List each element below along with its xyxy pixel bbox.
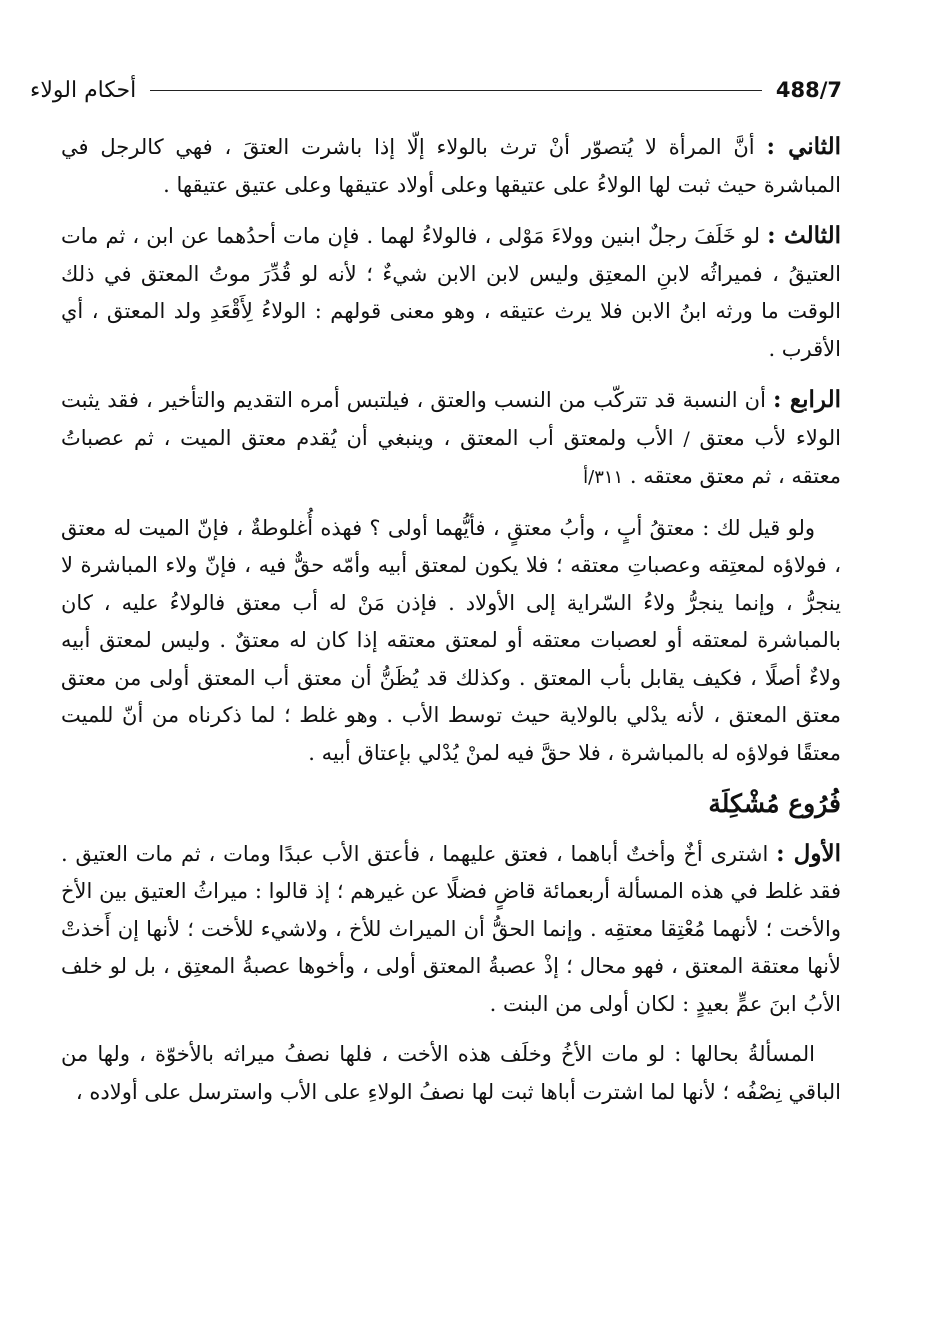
- paragraph-lead: الثالث :: [767, 222, 841, 249]
- running-title: أحكام الولاء: [30, 77, 137, 103]
- paragraph-text: لو خَلَفَ رجلٌ ابنين وولاءَ مَوْلى ، فالولاءُ لهما . فإن مات أحدُهما عن ابن ، ثم مات العتيقُ ، فميراثُه لابنِ المعتِق وليس لابن الابن شيءٌ ؛ لأنه لو قُدِّرَ موتُ المعتق في ذلك الوقت ما ورثه ابنُ الابن فلا يرث عتيقه ، وهو معنى قولهم : الولاءُ لِأَقْعَدِ ولد المعتق ، أي الأقرب .: [61, 224, 841, 361]
- paragraph-text: أنَّ المرأة لا يُتصوّر أنْ ترث بالولاء إلّا إذا باشرت العتقَ ، فهي كالرجل في المباشرة حيث ثبت لها الولاءُ على عتيقها وعلى أولاد عتيقها وعلى عتيق عتيقها .: [61, 135, 841, 197]
- paragraph-text: ولو قيل لك : معتقُ أبٍ ، وأبُ معتقٍ ، فأيُّهما أولى ؟ فهذه أُغلوطةٌ ، فإنّ الميت له معتق ، فولاؤه لمعتِقه وعصباتِ معتقه ؛ فلا يكون لمعتق أبيه وأمّه حقٌّ فيه ، فإنّ ولاء المباشرة لا ينجرُّ ، وإنما ينجرُّ ولاءُ السّراية إلى الأولاد . فإذن مَنْ له أب معتق فالولاءُ عليه ، كان بالمباشرة لمعتقه أو لعصبات معتقه أو لمعتق معتقه إذا كان له معتقٌ . وليس لمعتق أبيه ولاءٌ أصلًا ، فكيف يقابل بأب المعتق . وكذلك قد يُظَنُّ أن معتق أب المعتق أولى من معتق معتق المعتق ، لأنه يدْلي بالولاية حيث توسط الأب . وهو غلط ؛ لما ذكرناه من أنّ للميت معتقًا فولاؤه له بالمباشرة ، فلا حقَّ فيه لمنْ يُدْلي بإعتاق أبيه .: [61, 515, 841, 765]
- margin-folio-reference: ٣١١/أ: [583, 467, 624, 488]
- folio-break-mark: /: [683, 427, 690, 450]
- paragraph-text: الأب ولمعتق أب المعتق ، وينبغي أن يُقدم معتق الميت ، ثم عصباتُ معتقه ، ثم معتق معتقه .: [61, 425, 841, 488]
- paragraph-problem-variant: [61, 1036, 841, 1111]
- paragraph-text: المسألةُ بحالها : لو مات الأخُ وخلَف هذه الأخت ، فلها نصفُ ميراثه بالأخوّة ، ولها من الباقي نِصْفُه ؛ لأنها لما اشترت أباها ثبت لها نصفُ الولاءِ على الأب واسترسل على أولاده ،: [61, 1042, 841, 1104]
- paragraph-second: [61, 128, 841, 204]
- paragraph-fourth: [61, 381, 841, 497]
- paragraph-discussion: [61, 510, 841, 773]
- paragraph-lead: الثاني :: [766, 133, 841, 160]
- paragraph-third: [61, 217, 841, 368]
- paragraph-text: اشترى أخٌ وأختٌ أباهما ، فعتق عليهما ، فأعتق الأب عبدًا ومات ، ثم مات العتيق . فقد غلط في هذه المسألة أربعمائة قاضٍ فضلًا عن غيرهم ؛ إذ قالوا : ميراثُ العتيق بين الأخ والأخت ؛ لأنهما مُعْتِقا معتقِه . وإنما الحقُّ أن الميراث للأخ ، ولاشيء للأخت ؛ لأنها إن أَخذتْ لأنها معتقة المعتق ، فهو محال ؛ إذْ عصبةُ المعتق أولى ، وأخوها عصبةُ المعتِق ، بل لو خلف الأبُ ابنَ عمٍّ بعيدٍ : لكان أولى من البنت .: [61, 841, 841, 1016]
- header-rule: [150, 90, 762, 91]
- paragraph-text: أن النسبة قد تتركّب من النسب والعتق ، فيلتبس أمره التقديم والتأخير ، فقد يثبت الولاء لأب معتق: [61, 388, 841, 450]
- page-body: [61, 128, 841, 1124]
- paragraph-lead: الرابع :: [772, 386, 841, 413]
- paragraph-lead: الأول :: [776, 839, 841, 867]
- page-number: 488/7: [775, 78, 842, 102]
- page-header: [30, 70, 842, 110]
- paragraph-first-problem: [61, 835, 841, 1024]
- section-heading: فُرُوع مُشْكِلَة: [708, 789, 841, 818]
